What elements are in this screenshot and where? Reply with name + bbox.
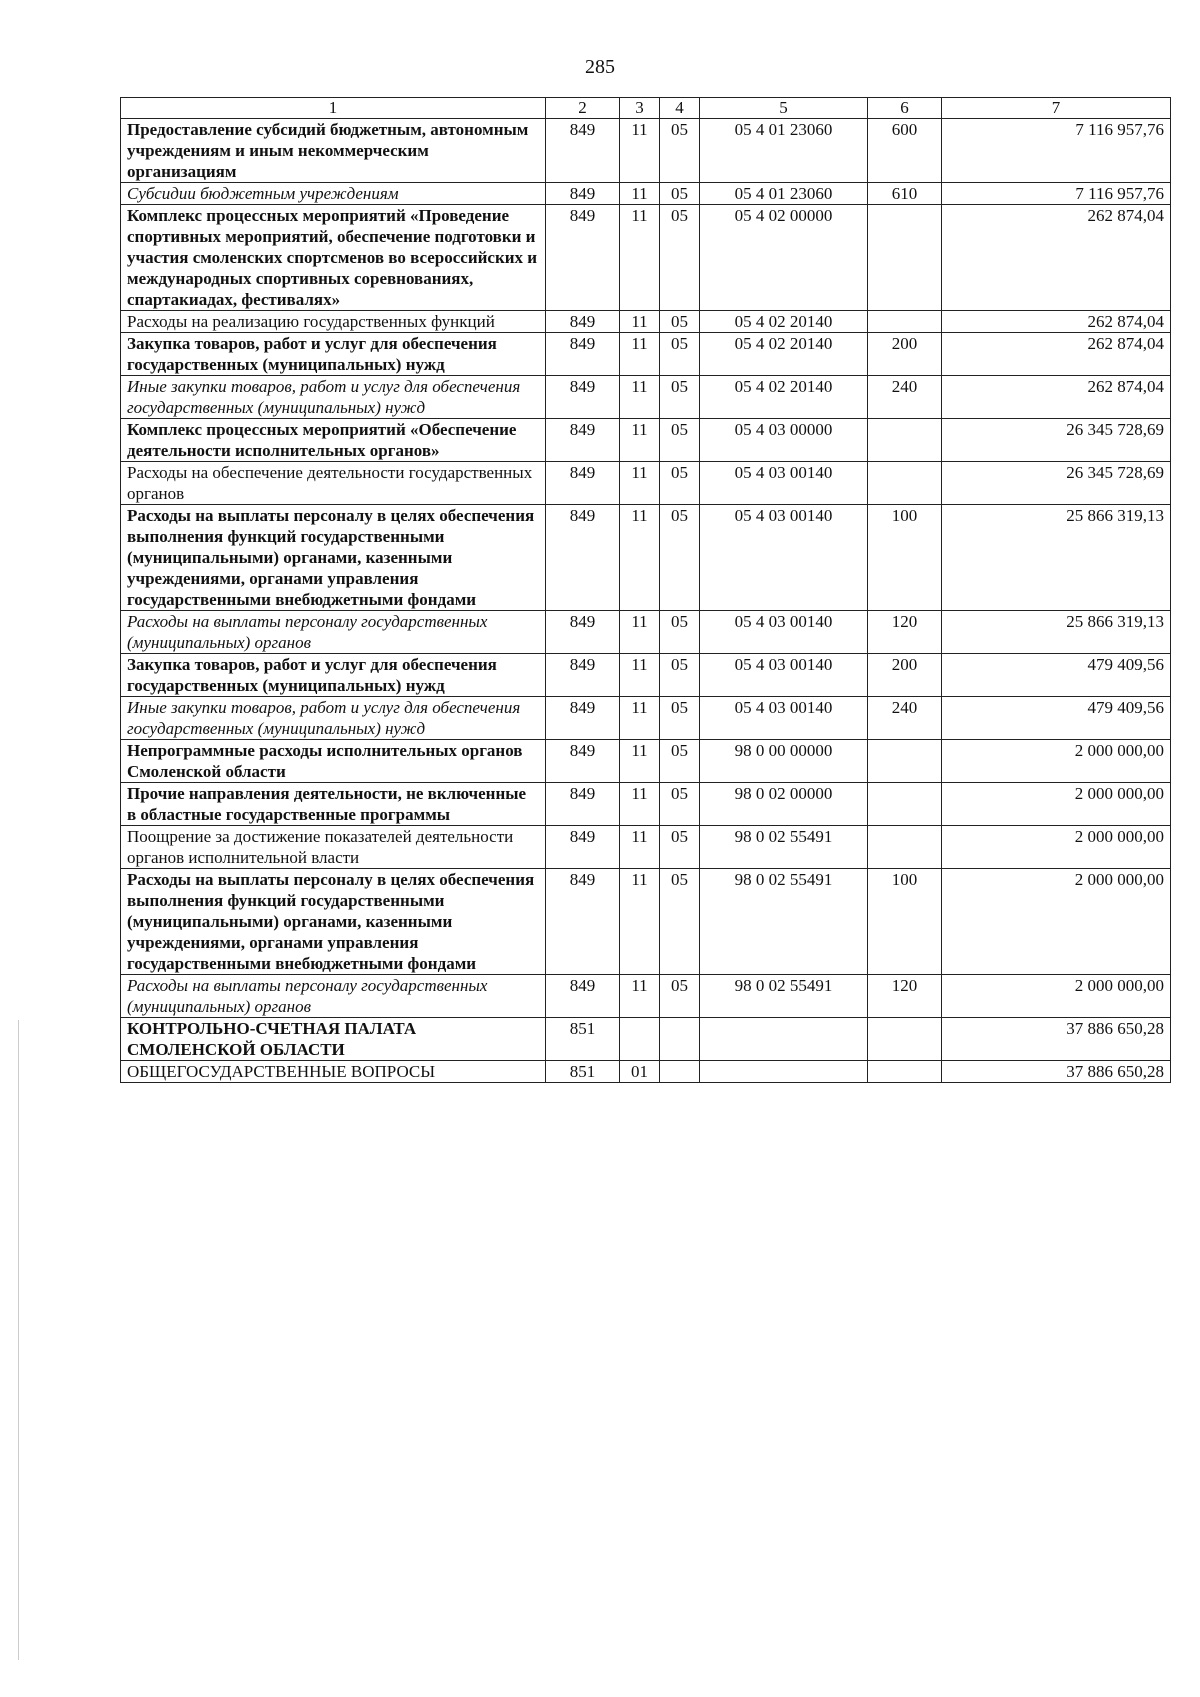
section-code-cell: 11 bbox=[620, 611, 660, 654]
page-number: 285 bbox=[585, 56, 615, 78]
expense-type-cell bbox=[868, 1018, 942, 1061]
expense-type-cell bbox=[868, 826, 942, 869]
expense-type-cell bbox=[868, 419, 942, 462]
expense-type-cell bbox=[868, 205, 942, 311]
table-row bbox=[121, 869, 1171, 975]
subsection-code-cell: 05 bbox=[660, 376, 700, 419]
target-article-cell: 98 0 00 00000 bbox=[700, 740, 868, 783]
section-code-cell: 11 bbox=[620, 376, 660, 419]
amount-cell: 37 886 650,28 bbox=[942, 1018, 1171, 1061]
ministry-code-cell: 849 bbox=[546, 783, 620, 826]
subsection-code-cell: 05 bbox=[660, 419, 700, 462]
expense-type-cell: 100 bbox=[868, 505, 942, 611]
amount-cell: 25 866 319,13 bbox=[942, 505, 1171, 611]
ministry-code-cell: 851 bbox=[546, 1061, 620, 1083]
item-name-cell: КОНТРОЛЬНО-СЧЕТНАЯ ПАЛАТА СМОЛЕНСКОЙ ОБЛАСТИ bbox=[121, 1018, 546, 1061]
ministry-code-cell: 851 bbox=[546, 1018, 620, 1061]
target-article-cell: 05 4 03 00140 bbox=[700, 611, 868, 654]
ministry-code-cell: 849 bbox=[546, 611, 620, 654]
table-row bbox=[121, 505, 1171, 611]
header-cell: 7 bbox=[942, 98, 1171, 119]
table-row bbox=[121, 783, 1171, 826]
expense-type-cell bbox=[868, 1061, 942, 1083]
amount-cell: 479 409,56 bbox=[942, 697, 1171, 740]
expense-type-cell bbox=[868, 311, 942, 333]
target-article-cell: 05 4 02 20140 bbox=[700, 333, 868, 376]
table-row bbox=[121, 697, 1171, 740]
item-name-cell: ОБЩЕГОСУДАРСТВЕННЫЕ ВОПРОСЫ bbox=[121, 1061, 546, 1083]
ministry-code-cell: 849 bbox=[546, 462, 620, 505]
item-name-cell: Комплекс процессных мероприятий «Обеспечение деятельности исполнительных органов» bbox=[121, 419, 546, 462]
target-article-cell: 05 4 03 00140 bbox=[700, 462, 868, 505]
item-name-cell: Прочие направления деятельности, не включенные в областные государственные программы bbox=[121, 783, 546, 826]
ministry-code-cell: 849 bbox=[546, 419, 620, 462]
target-article-cell bbox=[700, 1061, 868, 1083]
ministry-code-cell: 849 bbox=[546, 697, 620, 740]
target-article-cell: 98 0 02 55491 bbox=[700, 975, 868, 1018]
section-code-cell: 11 bbox=[620, 975, 660, 1018]
expense-type-cell: 100 bbox=[868, 869, 942, 975]
table-row bbox=[121, 419, 1171, 462]
target-article-cell: 98 0 02 00000 bbox=[700, 783, 868, 826]
ministry-code-cell: 849 bbox=[546, 376, 620, 419]
expense-type-cell: 200 bbox=[868, 333, 942, 376]
target-article-cell: 05 4 02 20140 bbox=[700, 311, 868, 333]
item-name-cell: Расходы на реализацию государственных функций bbox=[121, 311, 546, 333]
table-row bbox=[121, 1018, 1171, 1061]
subsection-code-cell bbox=[660, 1061, 700, 1083]
section-code-cell: 01 bbox=[620, 1061, 660, 1083]
target-article-cell: 98 0 02 55491 bbox=[700, 869, 868, 975]
table-row bbox=[121, 183, 1171, 205]
section-code-cell: 11 bbox=[620, 311, 660, 333]
subsection-code-cell bbox=[660, 1018, 700, 1061]
amount-cell: 7 116 957,76 bbox=[942, 119, 1171, 183]
section-code-cell: 11 bbox=[620, 505, 660, 611]
item-name-cell: Расходы на обеспечение деятельности государственных органов bbox=[121, 462, 546, 505]
header-cell: 1 bbox=[121, 98, 546, 119]
header-cell: 5 bbox=[700, 98, 868, 119]
target-article-cell: 05 4 03 00000 bbox=[700, 419, 868, 462]
section-code-cell: 11 bbox=[620, 654, 660, 697]
target-article-cell: 05 4 01 23060 bbox=[700, 119, 868, 183]
target-article-cell: 05 4 02 00000 bbox=[700, 205, 868, 311]
table-row bbox=[121, 975, 1171, 1018]
budget-table bbox=[120, 97, 1171, 1083]
item-name-cell: Предоставление субсидий бюджетным, автономным учреждениям и иным некоммерческим организациям bbox=[121, 119, 546, 183]
amount-cell: 2 000 000,00 bbox=[942, 975, 1171, 1018]
section-code-cell: 11 bbox=[620, 183, 660, 205]
ministry-code-cell: 849 bbox=[546, 826, 620, 869]
table-row bbox=[121, 740, 1171, 783]
amount-cell: 2 000 000,00 bbox=[942, 783, 1171, 826]
table-row bbox=[121, 1061, 1171, 1083]
table-row bbox=[121, 333, 1171, 376]
expense-type-cell: 120 bbox=[868, 611, 942, 654]
table-row bbox=[121, 462, 1171, 505]
subsection-code-cell: 05 bbox=[660, 654, 700, 697]
subsection-code-cell: 05 bbox=[660, 826, 700, 869]
ministry-code-cell: 849 bbox=[546, 333, 620, 376]
section-code-cell: 11 bbox=[620, 826, 660, 869]
section-code-cell: 11 bbox=[620, 205, 660, 311]
subsection-code-cell: 05 bbox=[660, 462, 700, 505]
item-name-cell: Закупка товаров, работ и услуг для обеспечения государственных (муниципальных) нужд bbox=[121, 333, 546, 376]
item-name-cell: Комплекс процессных мероприятий «Проведение спортивных мероприятий, обеспечение подготовки и участия смоленских спортсменов во всероссийских и международных спортивных соревнованиях, спартакиадах, фестивалях» bbox=[121, 205, 546, 311]
section-code-cell: 11 bbox=[620, 333, 660, 376]
amount-cell: 262 874,04 bbox=[942, 205, 1171, 311]
ministry-code-cell: 849 bbox=[546, 975, 620, 1018]
section-code-cell: 11 bbox=[620, 419, 660, 462]
item-name-cell: Расходы на выплаты персоналу в целях обеспечения выполнения функций государственными (муниципальными) органами, казенными учреждениями, органами управления государственными внебюджетными фондами bbox=[121, 869, 546, 975]
subsection-code-cell: 05 bbox=[660, 740, 700, 783]
expense-type-cell: 600 bbox=[868, 119, 942, 183]
subsection-code-cell: 05 bbox=[660, 975, 700, 1018]
amount-cell: 2 000 000,00 bbox=[942, 869, 1171, 975]
item-name-cell: Непрограммные расходы исполнительных органов Смоленской области bbox=[121, 740, 546, 783]
subsection-code-cell: 05 bbox=[660, 505, 700, 611]
amount-cell: 26 345 728,69 bbox=[942, 462, 1171, 505]
amount-cell: 2 000 000,00 bbox=[942, 740, 1171, 783]
item-name-cell: Закупка товаров, работ и услуг для обеспечения государственных (муниципальных) нужд bbox=[121, 654, 546, 697]
item-name-cell: Расходы на выплаты персоналу государственных (муниципальных) органов bbox=[121, 611, 546, 654]
expense-type-cell: 610 bbox=[868, 183, 942, 205]
expense-type-cell: 200 bbox=[868, 654, 942, 697]
item-name-cell: Иные закупки товаров, работ и услуг для обеспечения государственных (муниципальных) нужд bbox=[121, 376, 546, 419]
expense-type-cell: 240 bbox=[868, 376, 942, 419]
section-code-cell: 11 bbox=[620, 119, 660, 183]
subsection-code-cell: 05 bbox=[660, 869, 700, 975]
scan-edge-line bbox=[18, 1020, 19, 1660]
expense-type-cell: 240 bbox=[868, 697, 942, 740]
section-code-cell: 11 bbox=[620, 869, 660, 975]
amount-cell: 262 874,04 bbox=[942, 311, 1171, 333]
subsection-code-cell: 05 bbox=[660, 119, 700, 183]
ministry-code-cell: 849 bbox=[546, 869, 620, 975]
ministry-code-cell: 849 bbox=[546, 505, 620, 611]
amount-cell: 262 874,04 bbox=[942, 333, 1171, 376]
section-code-cell: 11 bbox=[620, 740, 660, 783]
header-cell: 6 bbox=[868, 98, 942, 119]
item-name-cell: Расходы на выплаты персоналу в целях обеспечения выполнения функций государственными (муниципальными) органами, казенными учреждениями, органами управления государственными внебюджетными фондами bbox=[121, 505, 546, 611]
subsection-code-cell: 05 bbox=[660, 333, 700, 376]
amount-cell: 25 866 319,13 bbox=[942, 611, 1171, 654]
table-row bbox=[121, 611, 1171, 654]
table-row bbox=[121, 826, 1171, 869]
table-row bbox=[121, 311, 1171, 333]
subsection-code-cell: 05 bbox=[660, 783, 700, 826]
item-name-cell: Субсидии бюджетным учреждениям bbox=[121, 183, 546, 205]
ministry-code-cell: 849 bbox=[546, 311, 620, 333]
item-name-cell: Расходы на выплаты персоналу государственных (муниципальных) органов bbox=[121, 975, 546, 1018]
section-code-cell: 11 bbox=[620, 697, 660, 740]
target-article-cell: 05 4 03 00140 bbox=[700, 697, 868, 740]
ministry-code-cell: 849 bbox=[546, 654, 620, 697]
target-article-cell: 05 4 01 23060 bbox=[700, 183, 868, 205]
ministry-code-cell: 849 bbox=[546, 205, 620, 311]
target-article-cell: 05 4 03 00140 bbox=[700, 505, 868, 611]
ministry-code-cell: 849 bbox=[546, 119, 620, 183]
subsection-code-cell: 05 bbox=[660, 611, 700, 654]
amount-cell: 262 874,04 bbox=[942, 376, 1171, 419]
expense-type-cell bbox=[868, 740, 942, 783]
subsection-code-cell: 05 bbox=[660, 205, 700, 311]
subsection-code-cell: 05 bbox=[660, 311, 700, 333]
table-row bbox=[121, 376, 1171, 419]
item-name-cell: Иные закупки товаров, работ и услуг для обеспечения государственных (муниципальных) нужд bbox=[121, 697, 546, 740]
expense-type-cell: 120 bbox=[868, 975, 942, 1018]
header-cell: 2 bbox=[546, 98, 620, 119]
table-row bbox=[121, 654, 1171, 697]
budget-table-container bbox=[120, 97, 1171, 1083]
amount-cell: 26 345 728,69 bbox=[942, 419, 1171, 462]
budget-table-body bbox=[121, 98, 1171, 1083]
target-article-cell bbox=[700, 1018, 868, 1061]
ministry-code-cell: 849 bbox=[546, 183, 620, 205]
subsection-code-cell: 05 bbox=[660, 183, 700, 205]
section-code-cell: 11 bbox=[620, 462, 660, 505]
target-article-cell: 98 0 02 55491 bbox=[700, 826, 868, 869]
expense-type-cell bbox=[868, 783, 942, 826]
expense-type-cell bbox=[868, 462, 942, 505]
table-row bbox=[121, 205, 1171, 311]
amount-cell: 7 116 957,76 bbox=[942, 183, 1171, 205]
item-name-cell: Поощрение за достижение показателей деятельности органов исполнительной власти bbox=[121, 826, 546, 869]
section-code-cell bbox=[620, 1018, 660, 1061]
target-article-cell: 05 4 02 20140 bbox=[700, 376, 868, 419]
amount-cell: 37 886 650,28 bbox=[942, 1061, 1171, 1083]
header-cell: 3 bbox=[620, 98, 660, 119]
table-row bbox=[121, 119, 1171, 183]
target-article-cell: 05 4 03 00140 bbox=[700, 654, 868, 697]
header-cell: 4 bbox=[660, 98, 700, 119]
amount-cell: 2 000 000,00 bbox=[942, 826, 1171, 869]
amount-cell: 479 409,56 bbox=[942, 654, 1171, 697]
column-number-header bbox=[121, 98, 1171, 119]
section-code-cell: 11 bbox=[620, 783, 660, 826]
ministry-code-cell: 849 bbox=[546, 740, 620, 783]
subsection-code-cell: 05 bbox=[660, 697, 700, 740]
